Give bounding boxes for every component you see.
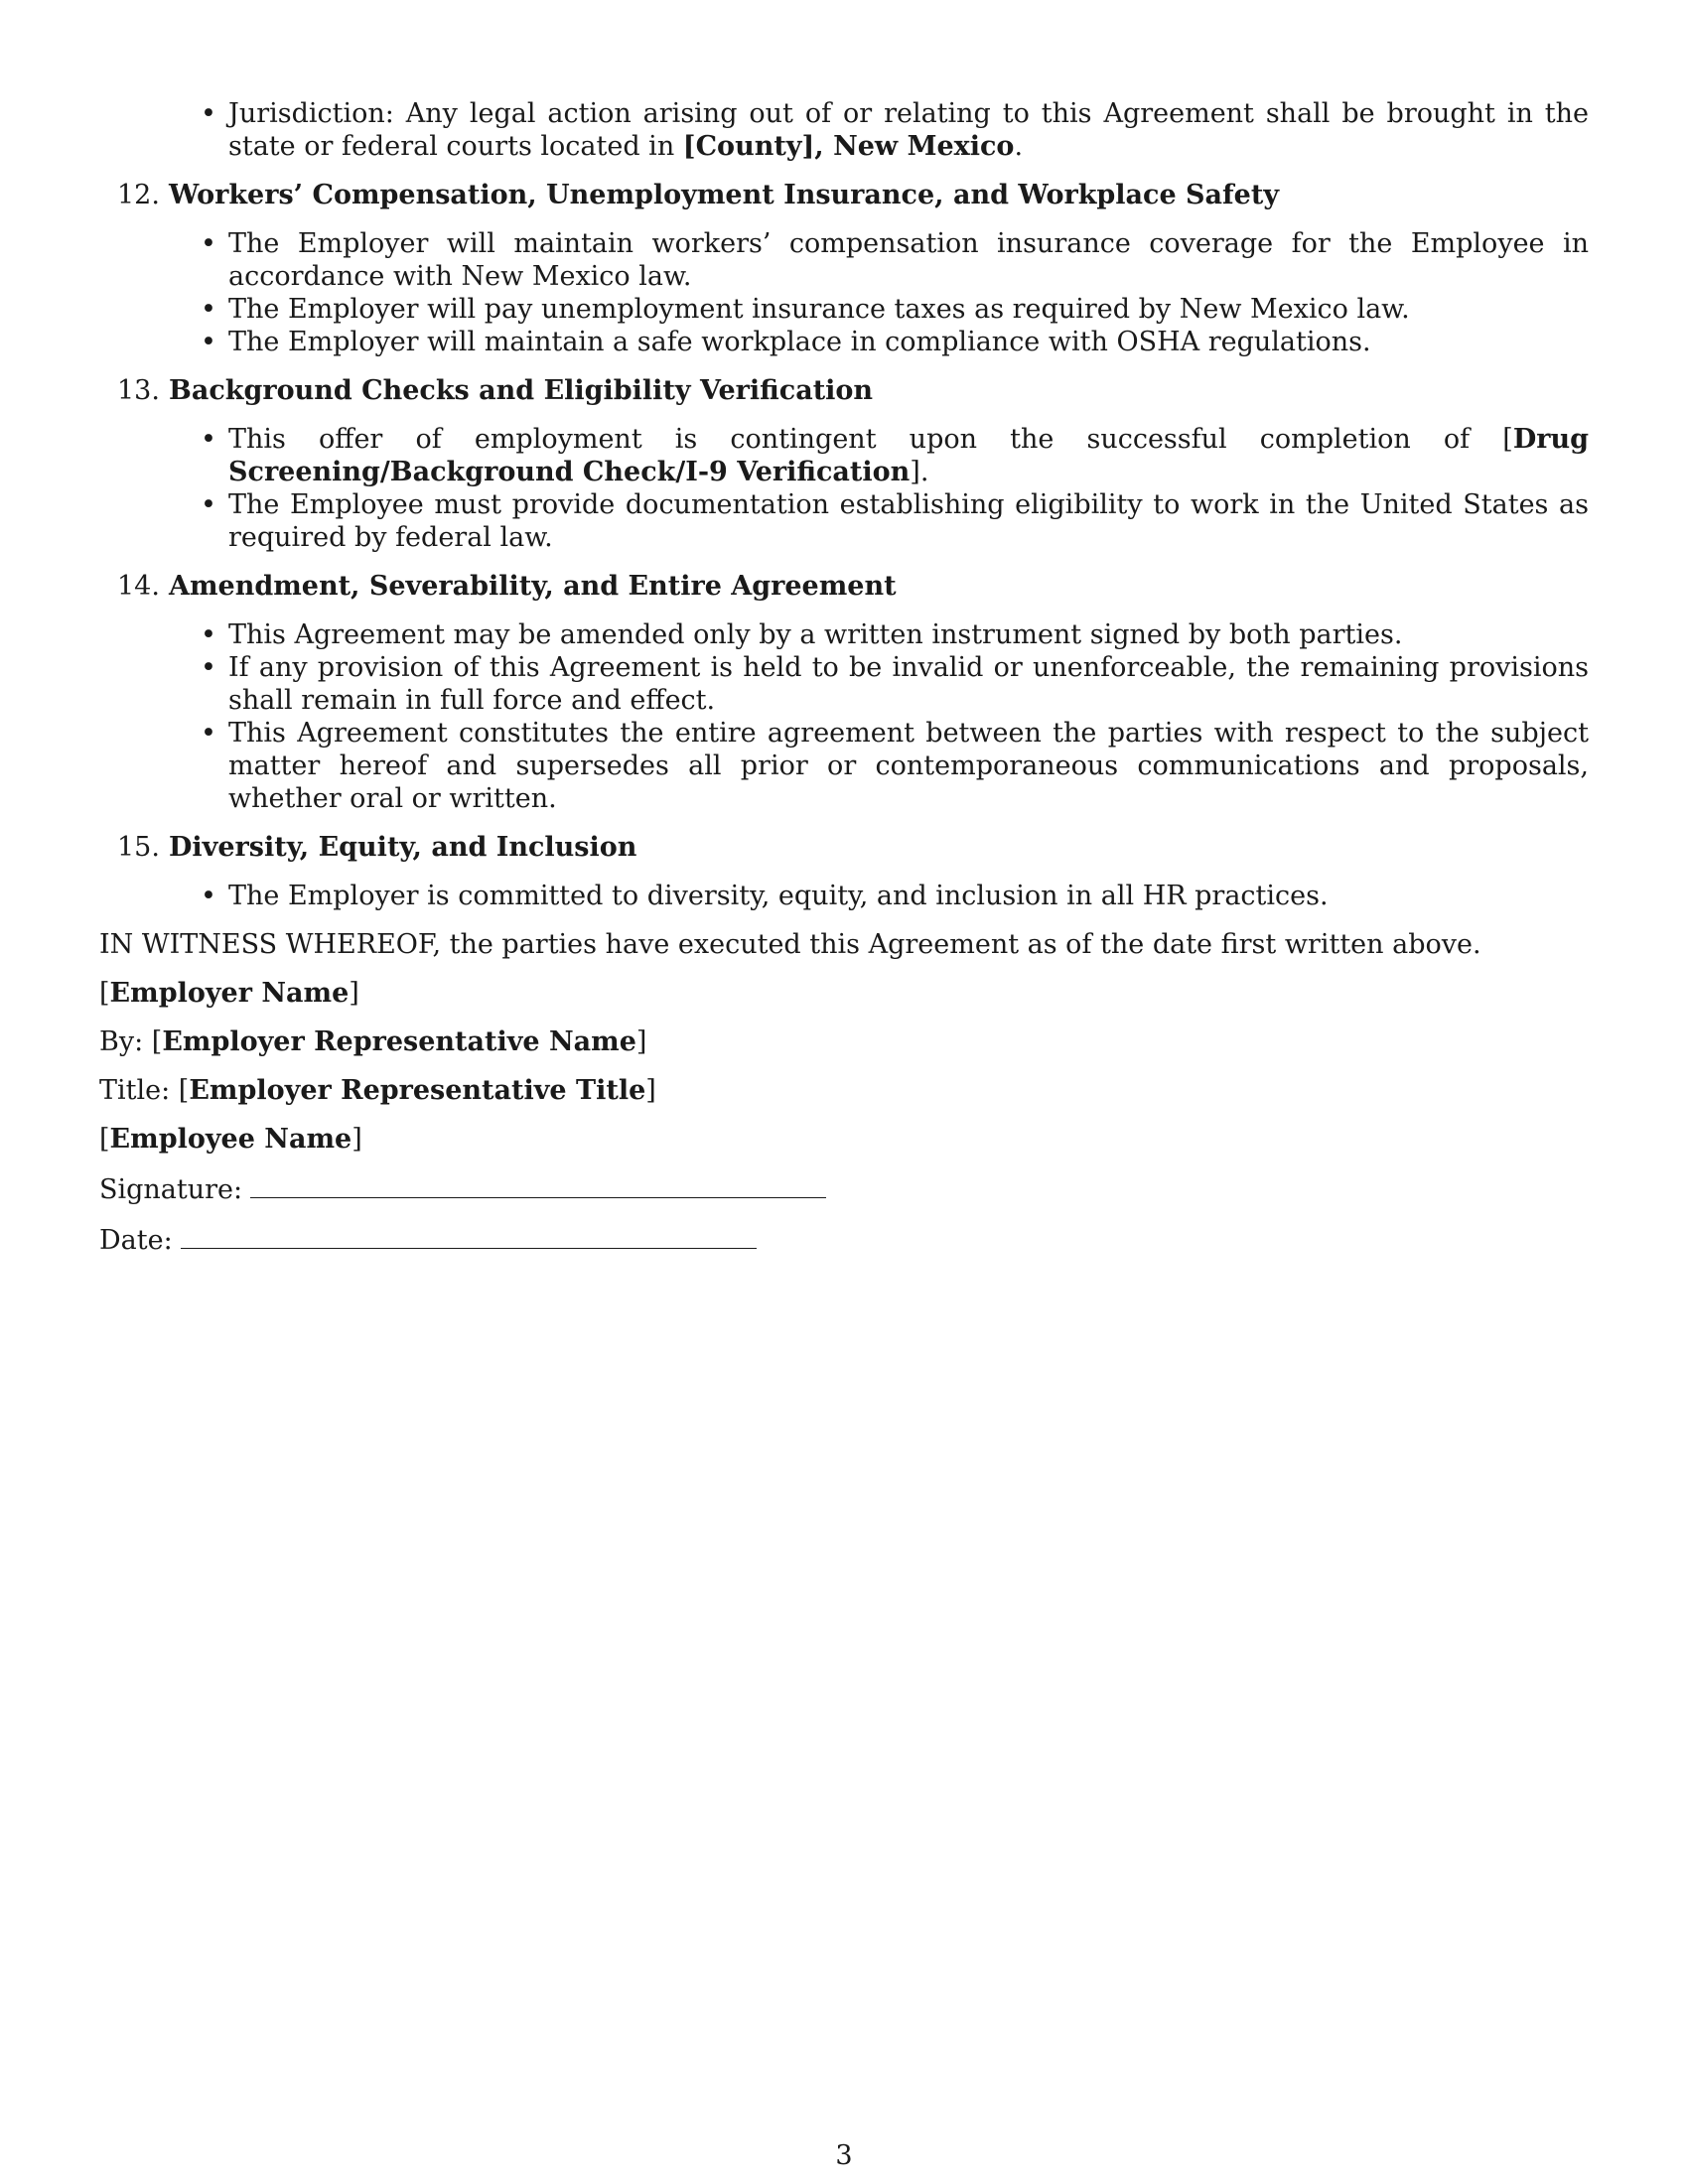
date-line [99, 1222, 1589, 1257]
section-13-heading [99, 374, 1589, 407]
list-item: • The Employer is committed to diversity, equity, and inclusion in all HR practices. [228, 880, 1589, 912]
section-13-list [99, 423, 1589, 554]
section-12-list [99, 227, 1589, 358]
representative-line: By: [Employer Representative Name] [99, 1026, 647, 1057]
list-item: • The Employer will pay unemployment insurance taxes as required by New Mexico law. [228, 293, 1589, 326]
date-label: Date: [99, 1225, 173, 1256]
witness-clause: IN WITNESS WHEREOF, the parties have executed this Agreement as of the date first written above. [99, 929, 1481, 960]
signature-field[interactable] [250, 1171, 826, 1198]
section-number: 12. [117, 180, 160, 210]
section-15-heading [99, 831, 1589, 864]
section-number: 15. [117, 832, 160, 863]
representative-name: Employer Representative Name [162, 1026, 636, 1057]
list-item: • The Employer will maintain a safe workplace in compliance with OSHA regulations. [228, 326, 1589, 358]
section-12-heading [99, 179, 1589, 211]
representative-title: Employer Representative Title [189, 1075, 646, 1106]
list-item: • This Agreement may be amended only by a written instrument signed by both parties. [228, 618, 1589, 651]
section-title: Diversity, Equity, and Inclusion [169, 832, 637, 863]
document-page [99, 97, 1589, 1257]
employee-name-line: [Employee Name] [99, 1124, 362, 1155]
jurisdiction-list [99, 97, 1589, 163]
signature-label: Signature: [99, 1174, 243, 1205]
section-title: Workers’ Compensation, Unemployment Insurance, and Workplace Safety [169, 180, 1280, 210]
section-title: Background Checks and Eligibility Verification [169, 375, 874, 406]
employer-name-line: [Employer Name] [99, 978, 359, 1009]
employer-name: Employer Name [109, 978, 350, 1009]
screening-placeholder: Drug Screening/Background Check/I-9 Verification [228, 424, 1589, 487]
list-item: • The Employee must provide documentation establishing eligibility to work in the United States as required by federal law. [228, 488, 1589, 554]
section-title: Amendment, Severability, and Entire Agreement [169, 571, 897, 602]
list-item: • Jurisdiction: Any legal action arising out of or relating to this Agreement shall be brought in the state or federal courts located in [County], New Mexico. [228, 97, 1589, 163]
section-14-list [99, 618, 1589, 815]
section-15-list [99, 880, 1589, 912]
section-14-heading [99, 570, 1589, 603]
county-placeholder: [County], New Mexico [682, 131, 1015, 162]
list-item: • The Employer will maintain workers’ compensation insurance coverage for the Employee in accordance with New Mexico law. [228, 227, 1589, 293]
section-number: 13. [117, 375, 160, 406]
representative-title-line: Title: [Employer Representative Title] [99, 1075, 656, 1106]
section-number: 14. [117, 571, 160, 602]
signature-line [99, 1171, 1589, 1206]
list-item: • If any provision of this Agreement is held to be invalid or unenforceable, the remaining provisions shall remain in full force and effect. [228, 651, 1589, 717]
page-number: 3 [835, 2140, 853, 2171]
list-item: • This offer of employment is contingent upon the successful completion of [Drug Screening/Background Check/I-9 Verification]. [228, 423, 1589, 488]
employee-name: Employee Name [109, 1124, 352, 1155]
date-field[interactable] [181, 1222, 757, 1249]
list-item: • This Agreement constitutes the entire agreement between the parties with respect to the subject matter hereof and supersedes all prior or contemporaneous communications and proposals, whether oral or written. [228, 717, 1589, 815]
